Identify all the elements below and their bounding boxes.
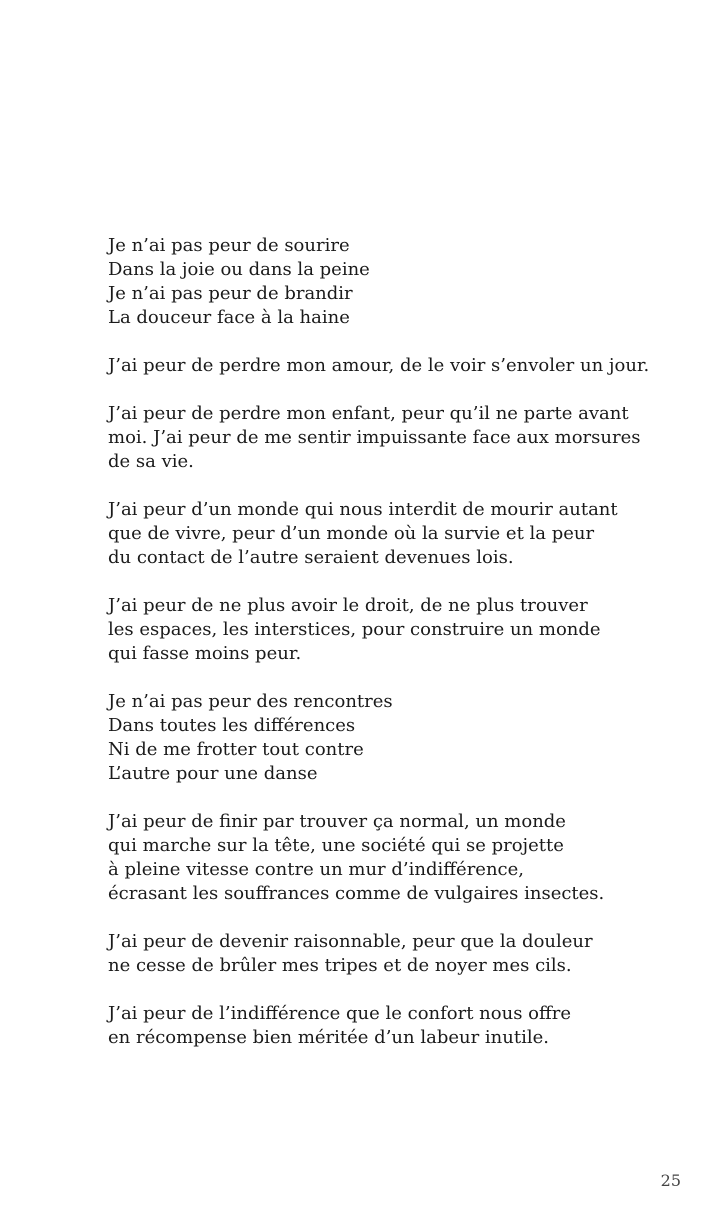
page-number: 25 [660, 1171, 681, 1190]
poem-line: moi. J’ai peur de me sentir impuissante face aux morsures [108, 427, 641, 448]
poem-line: J’ai peur de finir par trouver ça normal, un monde [108, 811, 566, 832]
poem-line: J’ai peur de perdre mon amour, de le voir s’envoler un jour. [108, 355, 650, 376]
stanza-7 [108, 810, 668, 906]
poem-line: de sa vie. [108, 451, 194, 472]
poem-line: J’ai peur de l’indifférence que le confort nous offre [108, 1003, 572, 1024]
poem-line: qui marche sur la tête, une société qui se projette [108, 835, 564, 856]
poem-line: du contact de l’autre seraient devenues lois. [108, 547, 514, 568]
poem-line: à pleine vitesse contre un mur d’indifférence, [108, 859, 525, 880]
poem-body [108, 234, 668, 1074]
stanza-9 [108, 1002, 668, 1050]
poem-line: Dans la joie ou dans la peine [108, 259, 370, 280]
poem-line: que de vivre, peur d’un monde où la survie et la peur [108, 523, 595, 544]
stanza-2 [108, 354, 668, 378]
poem-line: J’ai peur de perdre mon enfant, peur qu’il ne parte avant [108, 403, 629, 424]
poem-line: J’ai peur de ne plus avoir le droit, de ne plus trouver [108, 595, 588, 616]
stanza-6 [108, 690, 668, 786]
stanza-4 [108, 498, 668, 570]
poem-line: Je n’ai pas peur de sourire [108, 235, 350, 256]
stanza-1 [108, 234, 668, 330]
poem-line: J’ai peur de devenir raisonnable, peur que la douleur [108, 931, 593, 952]
poem-line: J’ai peur d’un monde qui nous interdit de mourir autant [108, 499, 618, 520]
stanza-5 [108, 594, 668, 666]
poem-line: Je n’ai pas peur des rencontres [108, 691, 393, 712]
stanza-8 [108, 930, 668, 978]
poem-line: ne cesse de brûler mes tripes et de noyer mes cils. [108, 955, 572, 976]
poem-line: qui fasse moins peur. [108, 643, 302, 664]
poem-line: Dans toutes les différences [108, 715, 356, 736]
poem-line: Je n’ai pas peur de brandir [108, 283, 353, 304]
stanza-3 [108, 402, 668, 474]
poem-line: L’autre pour une danse [108, 763, 318, 784]
poem-line: La douceur face à la haine [108, 307, 350, 328]
poem-line: écrasant les souffrances comme de vulgaires insectes. [108, 883, 605, 904]
poem-line: Ni de me frotter tout contre [108, 739, 364, 760]
poem-line: en récompense bien méritée d’un labeur inutile. [108, 1027, 549, 1048]
poem-line: les espaces, les interstices, pour construire un monde [108, 619, 601, 640]
